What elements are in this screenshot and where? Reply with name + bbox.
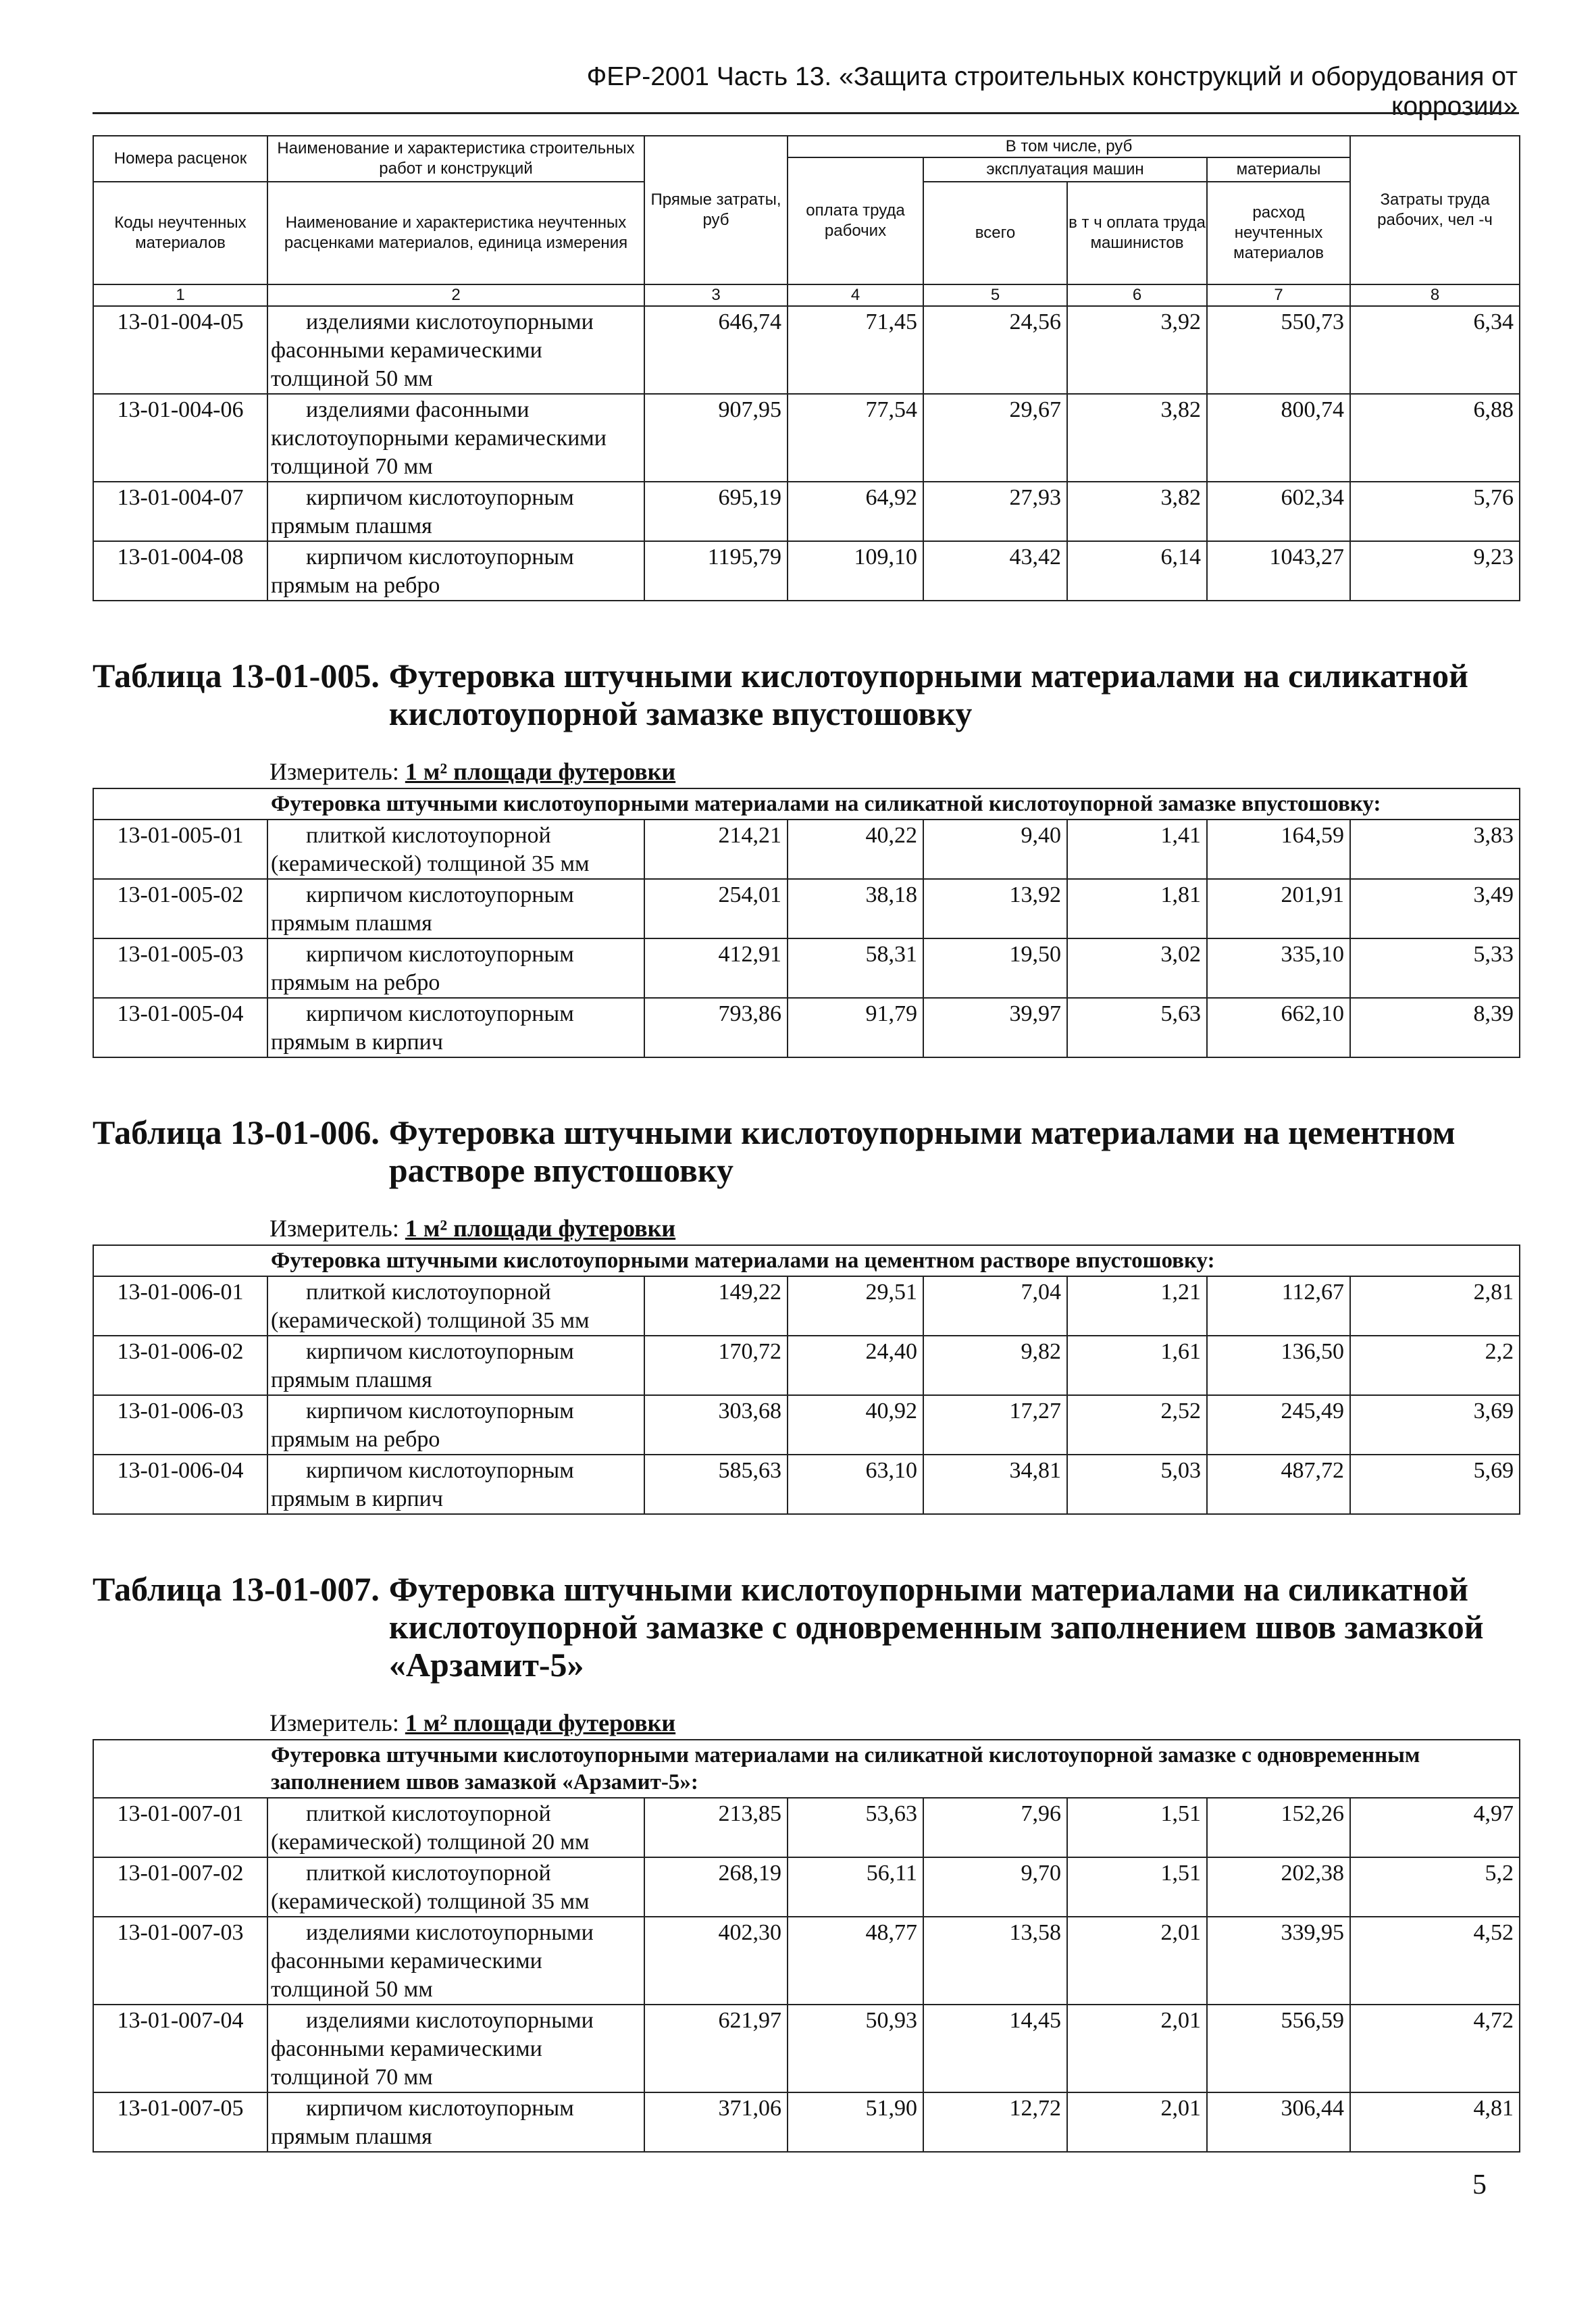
rate-row <box>93 541 1520 601</box>
column-number: 2 <box>267 284 644 306</box>
rate-code: 13-01-006-04 <box>93 1455 267 1514</box>
machines-total-value: 13,92 <box>923 879 1067 938</box>
machines-total-value: 14,45 <box>923 2005 1067 2092</box>
rate-code: 13-01-007-04 <box>93 2005 267 2092</box>
measure-value: 1 м² площади футеровки <box>405 1215 676 1242</box>
worker-pay-value: 40,22 <box>788 820 923 879</box>
header-material-names: Наименование и характеристика неучтенных расценками материалов, единица измерения <box>267 182 644 284</box>
direct-costs-value: 213,85 <box>644 1798 788 1857</box>
rate-code: 13-01-006-01 <box>93 1276 267 1336</box>
rate-code: 13-01-004-08 <box>93 541 267 601</box>
rate-name <box>267 820 644 879</box>
rates-table-header <box>93 135 1520 307</box>
measure-label: Измеритель: <box>269 1215 399 1242</box>
rate-name-line: фасонными керамическими <box>271 2036 542 2061</box>
rate-row <box>93 1336 1520 1395</box>
labor-costs-value: 4,72 <box>1350 2005 1520 2092</box>
machines-total-value: 19,50 <box>923 938 1067 998</box>
table-title <box>93 657 1519 732</box>
rate-row <box>93 998 1520 1057</box>
header-rule <box>93 112 1519 114</box>
subheading-row <box>93 1245 1520 1276</box>
rate-name-line: прямым плашмя <box>271 2124 432 2149</box>
materials-value: 550,73 <box>1207 306 1350 394</box>
rates-table <box>93 1739 1520 2153</box>
rate-name-line: прямым на ребро <box>271 573 440 598</box>
operator-pay-value: 1,51 <box>1067 1857 1207 1917</box>
column-number: 8 <box>1350 284 1520 306</box>
rate-name-line: кирпичом кислотоупорным <box>306 485 574 510</box>
rate-name-line: изделиями кислотоупорными <box>306 1920 594 1945</box>
worker-pay-value: 53,63 <box>788 1798 923 1857</box>
rate-code: 13-01-007-02 <box>93 1857 267 1917</box>
header-material-codes: Коды неучтенных материалов <box>93 182 267 284</box>
direct-costs-value: 214,21 <box>644 820 788 879</box>
rate-name-line: прямым на ребро <box>271 970 440 995</box>
materials-value: 487,72 <box>1207 1455 1350 1514</box>
materials-value: 152,26 <box>1207 1798 1350 1857</box>
direct-costs-value: 695,19 <box>644 482 788 541</box>
column-number: 7 <box>1207 284 1350 306</box>
rate-code: 13-01-006-02 <box>93 1336 267 1395</box>
machines-total-value: 12,72 <box>923 2092 1067 2152</box>
labor-costs-value: 2,2 <box>1350 1336 1520 1395</box>
rate-code: 13-01-007-05 <box>93 2092 267 2152</box>
direct-costs-value: 1195,79 <box>644 541 788 601</box>
labor-costs-value: 5,33 <box>1350 938 1520 998</box>
operator-pay-value: 1,61 <box>1067 1336 1207 1395</box>
rate-name <box>267 879 644 938</box>
page-content <box>93 135 1519 2153</box>
worker-pay-value: 64,92 <box>788 482 923 541</box>
machines-total-value: 43,42 <box>923 541 1067 601</box>
materials-value: 339,95 <box>1207 1917 1350 2005</box>
materials-value: 201,91 <box>1207 879 1350 938</box>
rate-row <box>93 1455 1520 1514</box>
rate-code: 13-01-005-04 <box>93 998 267 1057</box>
rate-code: 13-01-007-01 <box>93 1798 267 1857</box>
materials-value: 1043,27 <box>1207 541 1350 601</box>
rate-row <box>93 2005 1520 2092</box>
rate-name <box>267 1336 644 1395</box>
rate-name-line: толщиной 70 мм <box>271 454 433 479</box>
measure-value: 1 м² площади футеровки <box>405 1709 676 1736</box>
header-machine-operation: эксплуатация машин <box>923 157 1207 182</box>
rate-row <box>93 879 1520 938</box>
rate-row <box>93 820 1520 879</box>
column-number: 6 <box>1067 284 1207 306</box>
rate-name <box>267 998 644 1057</box>
header-rate-numbers: Номера расценок <box>93 136 267 182</box>
rate-name-line: прямым плашмя <box>271 513 432 538</box>
table-title <box>93 1570 1519 1684</box>
machines-total-value: 9,40 <box>923 820 1067 879</box>
rate-row <box>93 394 1520 482</box>
rate-row <box>93 1798 1520 1857</box>
table-number: Таблица 13-01-005. <box>93 657 380 695</box>
labor-costs-value: 3,69 <box>1350 1395 1520 1455</box>
table-name: Футеровка штучными кислотоупорными материалами на силикатной кислотоупорной замазке впустошовку <box>388 657 1468 732</box>
labor-costs-value: 3,83 <box>1350 820 1520 879</box>
rate-code: 13-01-004-07 <box>93 482 267 541</box>
direct-costs-value: 585,63 <box>644 1455 788 1514</box>
materials-value: 136,50 <box>1207 1336 1350 1395</box>
operator-pay-value: 5,63 <box>1067 998 1207 1057</box>
materials-value: 306,44 <box>1207 2092 1350 2152</box>
worker-pay-value: 40,92 <box>788 1395 923 1455</box>
rate-row <box>93 482 1520 541</box>
rate-name <box>267 2092 644 2152</box>
rate-name <box>267 1455 644 1514</box>
column-number: 5 <box>923 284 1067 306</box>
subheading-row <box>93 788 1520 820</box>
direct-costs-value: 793,86 <box>644 998 788 1057</box>
rate-row <box>93 2092 1520 2152</box>
rate-name-line: плиткой кислотоупорной <box>306 1280 551 1305</box>
rate-name-line: плиткой кислотоупорной <box>306 823 551 848</box>
worker-pay-value: 58,31 <box>788 938 923 998</box>
rate-name-line: кирпичом кислотоупорным <box>306 1458 574 1483</box>
rate-row <box>93 938 1520 998</box>
header-including: В том числе, руб <box>788 136 1350 157</box>
rate-name-line: кирпичом кислотоупорным <box>306 942 574 967</box>
materials-value: 662,10 <box>1207 998 1350 1057</box>
machines-total-value: 7,04 <box>923 1276 1067 1336</box>
rate-name-line: изделиями кислотоупорными <box>306 309 594 334</box>
measure-label: Измеритель: <box>269 758 399 785</box>
rate-name-line: кирпичом кислотоупорным <box>306 1339 574 1364</box>
labor-costs-value: 2,81 <box>1350 1276 1520 1336</box>
rate-name-line: изделиями кислотоупорными <box>306 2008 594 2033</box>
column-number: 3 <box>644 284 788 306</box>
worker-pay-value: 63,10 <box>788 1455 923 1514</box>
rate-name-line: (керамической) толщиной 20 мм <box>271 1830 590 1855</box>
labor-costs-value: 5,69 <box>1350 1455 1520 1514</box>
rate-name-line: кирпичом кислотоупорным <box>306 2096 574 2121</box>
rate-name-line: толщиной 50 мм <box>271 1977 433 2002</box>
materials-value: 112,67 <box>1207 1276 1350 1336</box>
materials-value: 556,59 <box>1207 2005 1350 2092</box>
worker-pay-value: 48,77 <box>788 1917 923 2005</box>
column-number: 1 <box>93 284 267 306</box>
column-number: 4 <box>788 284 923 306</box>
rate-code: 13-01-005-02 <box>93 879 267 938</box>
machines-total-value: 27,93 <box>923 482 1067 541</box>
direct-costs-value: 170,72 <box>644 1336 788 1395</box>
rate-name-line: прямым в кирпич <box>271 1030 443 1055</box>
subheading-row <box>93 1740 1520 1798</box>
rate-name-line: (керамической) толщиной 35 мм <box>271 1308 590 1333</box>
table-number: Таблица 13-01-006. <box>93 1113 380 1151</box>
machines-total-value: 17,27 <box>923 1395 1067 1455</box>
rate-name-line: толщиной 50 мм <box>271 366 433 391</box>
rate-name-line: толщиной 70 мм <box>271 2065 433 2090</box>
materials-value: 202,38 <box>1207 1857 1350 1917</box>
rate-name <box>267 2005 644 2092</box>
rate-name-line: (керамической) толщиной 35 мм <box>271 851 590 876</box>
rate-name-line: изделиями фасонными <box>306 397 530 422</box>
direct-costs-value: 254,01 <box>644 879 788 938</box>
table-section-13-01-007 <box>93 1570 1519 2153</box>
machines-total-value: 24,56 <box>923 306 1067 394</box>
measure-unit <box>93 755 1519 788</box>
machines-total-value: 29,67 <box>923 394 1067 482</box>
machines-total-value: 39,97 <box>923 998 1067 1057</box>
header-machines-total: всего <box>923 182 1067 284</box>
labor-costs-value: 5,2 <box>1350 1857 1520 1917</box>
header-material-consumption: расход неучтенных материалов <box>1207 182 1350 284</box>
rate-name-line: прямым на ребро <box>271 1427 440 1452</box>
rate-name-line: кирпичом кислотоупорным <box>306 882 574 907</box>
rates-table <box>93 788 1520 1058</box>
operator-pay-value: 3,02 <box>1067 938 1207 998</box>
header-direct-costs: Прямые затраты, руб <box>644 136 788 284</box>
table-subheading: Футеровка штучными кислотоупорными материалами на силикатной кислотоупорной замазке впустошовку: <box>93 788 1520 820</box>
operator-pay-value: 1,41 <box>1067 820 1207 879</box>
machines-total-value: 9,70 <box>923 1857 1067 1917</box>
labor-costs-value: 9,23 <box>1350 541 1520 601</box>
rate-code: 13-01-005-01 <box>93 820 267 879</box>
operator-pay-value: 5,03 <box>1067 1455 1207 1514</box>
worker-pay-value: 51,90 <box>788 2092 923 2152</box>
materials-value: 800,74 <box>1207 394 1350 482</box>
direct-costs-value: 907,95 <box>644 394 788 482</box>
rate-name-line: кирпичом кислотоупорным <box>306 1001 574 1026</box>
rate-name-line: кирпичом кислотоупорным <box>306 1399 574 1424</box>
direct-costs-value: 303,68 <box>644 1395 788 1455</box>
measure-unit <box>93 1212 1519 1244</box>
operator-pay-value: 6,14 <box>1067 541 1207 601</box>
table-title <box>93 1113 1519 1189</box>
rate-name <box>267 394 644 482</box>
operator-pay-value: 1,51 <box>1067 1798 1207 1857</box>
labor-costs-value: 3,49 <box>1350 879 1520 938</box>
operator-pay-value: 2,01 <box>1067 2092 1207 2152</box>
labor-costs-value: 6,88 <box>1350 394 1520 482</box>
rate-name-line: фасонными керамическими <box>271 1948 542 1973</box>
rate-name <box>267 541 644 601</box>
operator-pay-value: 2,01 <box>1067 2005 1207 2092</box>
operator-pay-value: 3,82 <box>1067 482 1207 541</box>
rate-name <box>267 1276 644 1336</box>
header-labor-costs: Затраты труда рабочих, чел -ч <box>1350 136 1520 284</box>
rate-code: 13-01-007-03 <box>93 1917 267 2005</box>
machines-total-value: 34,81 <box>923 1455 1067 1514</box>
rate-code: 13-01-004-05 <box>93 306 267 394</box>
measure-unit <box>93 1707 1519 1739</box>
rate-name <box>267 1395 644 1455</box>
rate-name-line: прямым плашмя <box>271 1367 432 1392</box>
table-section-13-01-006 <box>93 1113 1519 1515</box>
table-number: Таблица 13-01-007. <box>93 1570 380 1608</box>
rate-name-line: плиткой кислотоупорной <box>306 1861 551 1886</box>
rate-row <box>93 1276 1520 1336</box>
column-numbers-row <box>93 284 1520 306</box>
rate-name <box>267 938 644 998</box>
rate-name-line: кирпичом кислотоупорным <box>306 545 574 570</box>
rate-name <box>267 1798 644 1857</box>
labor-costs-value: 5,76 <box>1350 482 1520 541</box>
rate-name <box>267 306 644 394</box>
operator-pay-value: 2,01 <box>1067 1917 1207 2005</box>
direct-costs-value: 412,91 <box>644 938 788 998</box>
rate-name-line: кислотоупорными керамическими <box>271 426 607 451</box>
rate-row <box>93 306 1520 394</box>
rate-name <box>267 1917 644 2005</box>
materials-value: 602,34 <box>1207 482 1350 541</box>
worker-pay-value: 56,11 <box>788 1857 923 1917</box>
operator-pay-value: 1,81 <box>1067 879 1207 938</box>
measure-value: 1 м² площади футеровки <box>405 758 676 785</box>
header-materials: материалы <box>1207 157 1350 182</box>
rate-name-line: прямым в кирпич <box>271 1486 443 1511</box>
machines-total-value: 9,82 <box>923 1336 1067 1395</box>
operator-pay-value: 3,92 <box>1067 306 1207 394</box>
rates-table <box>93 1244 1520 1515</box>
table-name: Футеровка штучными кислотоупорными материалами на цементном растворе впустошовку <box>388 1113 1456 1189</box>
direct-costs-value: 621,97 <box>644 2005 788 2092</box>
labor-costs-value: 4,52 <box>1350 1917 1520 2005</box>
labor-costs-value: 6,34 <box>1350 306 1520 394</box>
page-number: 5 <box>1472 2169 1487 2200</box>
rate-name <box>267 1857 644 1917</box>
header-operator-pay: в т ч оплата труда машинистов <box>1067 182 1207 284</box>
table-13-01-004-rows <box>93 305 1520 601</box>
rate-row <box>93 1395 1520 1455</box>
worker-pay-value: 91,79 <box>788 998 923 1057</box>
direct-costs-value: 371,06 <box>644 2092 788 2152</box>
direct-costs-value: 149,22 <box>644 1276 788 1336</box>
direct-costs-value: 268,19 <box>644 1857 788 1917</box>
rate-name <box>267 482 644 541</box>
rate-name-line: плиткой кислотоупорной <box>306 1801 551 1826</box>
rate-code: 13-01-005-03 <box>93 938 267 998</box>
labor-costs-value: 8,39 <box>1350 998 1520 1057</box>
materials-value: 164,59 <box>1207 820 1350 879</box>
running-header: ФЕР-2001 Часть 13. «Защита строительных конструкций и оборудования от коррозии» <box>586 62 1518 121</box>
rate-code: 13-01-004-06 <box>93 394 267 482</box>
materials-value: 245,49 <box>1207 1395 1350 1455</box>
table-section-13-01-005 <box>93 657 1519 1058</box>
materials-value: 335,10 <box>1207 938 1350 998</box>
worker-pay-value: 71,45 <box>788 306 923 394</box>
worker-pay-value: 38,18 <box>788 879 923 938</box>
rate-row <box>93 1917 1520 2005</box>
header-work-name: Наименование и характеристика строительных работ и конструкций <box>267 136 644 182</box>
rate-code: 13-01-006-03 <box>93 1395 267 1455</box>
direct-costs-value: 402,30 <box>644 1917 788 2005</box>
operator-pay-value: 1,21 <box>1067 1276 1207 1336</box>
rate-row <box>93 1857 1520 1917</box>
table-subheading: Футеровка штучными кислотоупорными материалами на цементном растворе впустошовку: <box>93 1245 1520 1276</box>
labor-costs-value: 4,81 <box>1350 2092 1520 2152</box>
header-worker-pay: оплата труда рабочих <box>788 157 923 284</box>
labor-costs-value: 4,97 <box>1350 1798 1520 1857</box>
worker-pay-value: 29,51 <box>788 1276 923 1336</box>
worker-pay-value: 50,93 <box>788 2005 923 2092</box>
machines-total-value: 7,96 <box>923 1798 1067 1857</box>
direct-costs-value: 646,74 <box>644 306 788 394</box>
measure-label: Измеритель: <box>269 1709 399 1736</box>
machines-total-value: 13,58 <box>923 1917 1067 2005</box>
worker-pay-value: 109,10 <box>788 541 923 601</box>
operator-pay-value: 3,82 <box>1067 394 1207 482</box>
rate-name-line: (керамической) толщиной 35 мм <box>271 1889 590 1914</box>
worker-pay-value: 24,40 <box>788 1336 923 1395</box>
table-name: Футеровка штучными кислотоупорными материалами на силикатной кислотоупорной замазке с одновременным заполнением швов замазкой «Арзамит-5» <box>388 1570 1484 1684</box>
rate-name-line: прямым плашмя <box>271 911 432 936</box>
rate-name-line: фасонными керамическими <box>271 338 542 363</box>
worker-pay-value: 77,54 <box>788 394 923 482</box>
operator-pay-value: 2,52 <box>1067 1395 1207 1455</box>
table-subheading: Футеровка штучными кислотоупорными материалами на силикатной кислотоупорной замазке с одновременным заполнением швов замазкой «Арзамит-5»: <box>93 1740 1520 1798</box>
